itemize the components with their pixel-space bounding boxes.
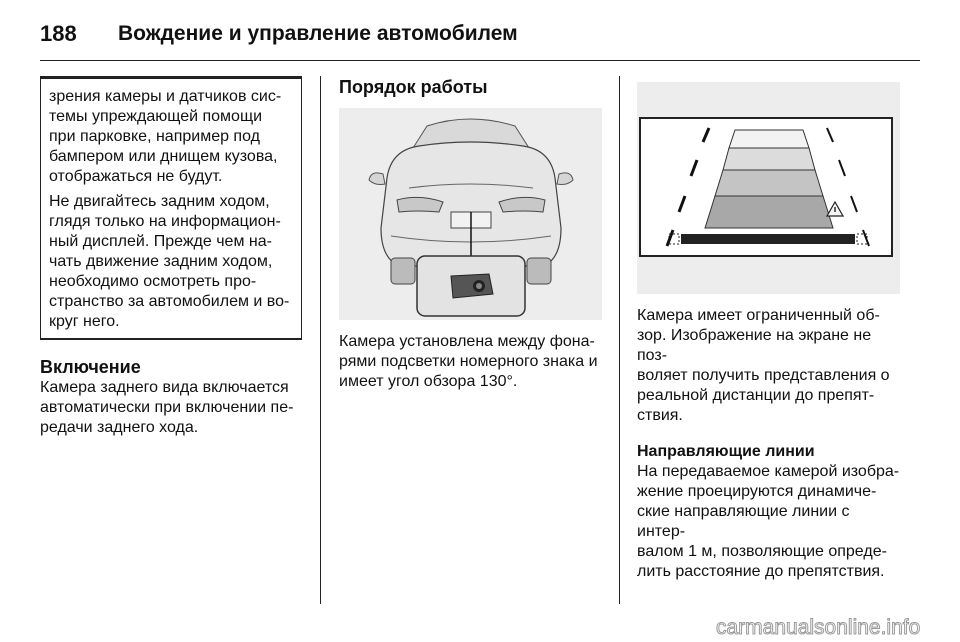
header-rule (40, 60, 920, 61)
watermark (716, 612, 948, 640)
warning-paragraph-1: зрения камеры и датчиков сис- темы упреждающей помощи при парковке, например под бампером или днищем кузова, отображаться не будут. (49, 88, 282, 185)
page-number: 188 (40, 21, 77, 46)
column-2 (339, 76, 602, 392)
warning-paragraph-2: Не двигайтесь задним ходом, глядя только на информацион- ный дисплей. Прежде чем на- чать движение задним ходом, необходимо осмотреть про- странство за автомобилем и во- круг него. (49, 193, 290, 330)
camera-caption: Камера установлена между фона- рями подсветки номерного знака и имеет угол обзора 130°. (339, 333, 598, 390)
warning-box (40, 76, 302, 340)
column-divider-2 (619, 76, 620, 604)
camera-display-figure (637, 82, 900, 294)
column-divider-1 (320, 76, 321, 604)
section-title-activation: Включение (40, 357, 141, 377)
column-3 (637, 76, 900, 582)
page-title: Вождение и управление автомобилем (118, 22, 518, 45)
limited-view-paragraph: Камера имеет ограниченный об- зор. Изображение на экране не поз- воляет получить представления о реальной дистанции до препят- ствия. (637, 307, 890, 424)
subsection-title-guide-lines: Направляющие линии (637, 443, 815, 460)
page-header (40, 14, 518, 54)
svg-text:carmanualsonline.info: carmanualsonline.info (716, 616, 921, 639)
column-1 (40, 76, 302, 438)
guide-lines-paragraph: На передаваемое камерой изобра- жение проецируются динамиче- ские направляющие линии с интер- валом 1 м, позволяющие опреде- лить расстояние до препятствия. (637, 463, 900, 580)
activation-paragraph: Камера заднего вида включается автоматически при включении пе- редачи заднего хода. (40, 379, 294, 436)
car-rear-illustration (339, 108, 602, 320)
section-title-operation: Порядок работы (339, 77, 488, 97)
guide-lines-diagram (637, 82, 900, 294)
rear-car-camera-figure (339, 108, 602, 320)
